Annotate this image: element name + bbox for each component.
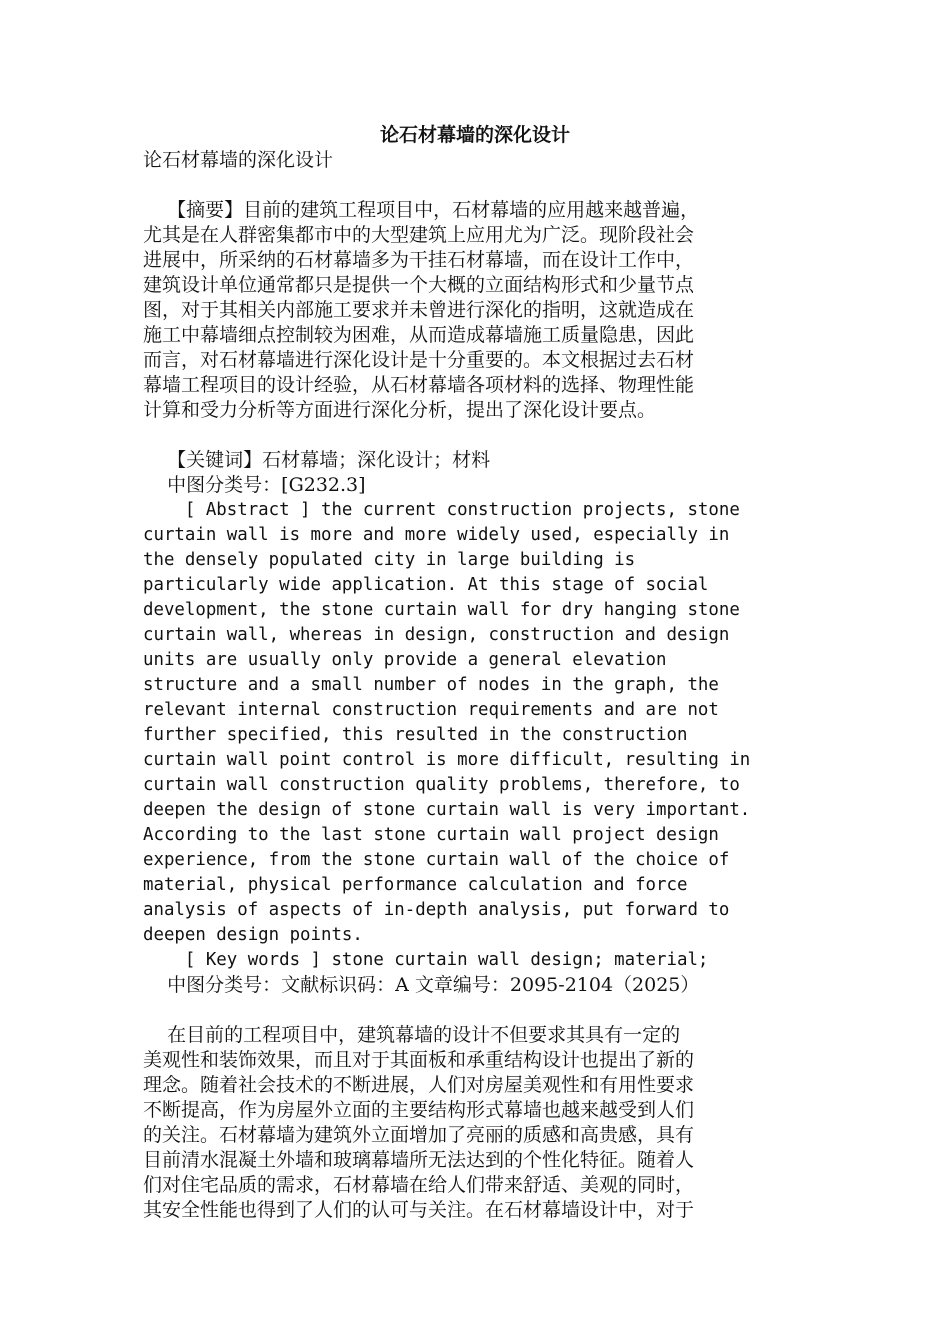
classification-cn: 中图分类号：[G232.3] (143, 474, 366, 496)
abstract-cn-line: 图，对于其相关内部施工要求并未曾进行深化的指明，这就造成在 (143, 299, 695, 321)
body-line: 在目前的工程项目中，建筑幕墙的设计不但要求其具有一定的 (143, 1024, 681, 1046)
abstract-en-line: the densely populated city in large building is (143, 550, 636, 570)
abstract-en-line: curtain wall point control is more difficult, resulting in (143, 750, 751, 770)
abstract-en-line: units are usually only provide a general elevation (143, 650, 667, 670)
keywords-en: [ Key words ] stone curtain wall design; material; (143, 950, 709, 970)
abstract-en-line: material, physical performance calculation and force (143, 875, 688, 895)
document-title: 论石材幕墙的深化设计 (379, 124, 570, 146)
body-line: 们对住宅品质的需求，石材幕墙在给人们带来舒适、美观的同时， (143, 1174, 695, 1196)
abstract-en-line: curtain wall, whereas in design, construction and design (143, 625, 730, 645)
abstract-en-line: development, the stone curtain wall for dry hanging stone (143, 600, 740, 620)
abstract-en-line: [ Abstract ] the current construction projects, stone (143, 500, 740, 520)
abstract-en-line: experience, from the stone curtain wall of the choice of (143, 850, 730, 870)
abstract-en-line: deepen the design of stone curtain wall is very important. (143, 800, 751, 820)
abstract-cn-line: 尤其是在人群密集都市中的大型建筑上应用尤为广泛。现阶段社会 (143, 224, 695, 246)
abstract-en-line: curtain wall is more and more widely used, especially in (143, 525, 730, 545)
abstract-en-line: analysis of aspects of in-depth analysis, put forward to (143, 900, 730, 920)
abstract-cn-line: 计算和受力分析等方面进行深化分析，提出了深化设计要点。 (143, 399, 657, 421)
abstract-cn-line: 【摘要】目前的建筑工程项目中，石材幕墙的应用越来越普遍， (143, 199, 700, 221)
body-line: 目前清水混凝土外墙和玻璃幕墙所无法达到的个性化特征。随着人 (143, 1149, 695, 1171)
document-subtitle: 论石材幕墙的深化设计 (143, 149, 334, 171)
abstract-en-line: According to the last stone curtain wall project design (143, 825, 719, 845)
abstract-cn-line: 施工中幕墙细点控制较为困难，从而造成幕墙施工质量隐患，因此 (143, 324, 695, 346)
body-line: 理念。随着社会技术的不断进展，人们对房屋美观性和有用性要求 (143, 1074, 695, 1096)
abstract-en-line: structure and a small number of nodes in the graph, the (143, 675, 719, 695)
abstract-cn-line: 进展中，所采纳的石材幕墙多为干挂石材幕墙，而在设计工作中， (143, 249, 695, 271)
keywords-cn: 【关键词】石材幕墙；深化设计；材料 (143, 449, 491, 471)
body-line: 美观性和装饰效果，而且对于其面板和承重结构设计也提出了新的 (143, 1049, 695, 1071)
abstract-en-line: deepen design points. (143, 925, 363, 945)
abstract-en-line: further specified, this resulted in the construction (143, 725, 688, 745)
classification-line: 中图分类号：文献标识码：A 文章编号：2095-2104（2025） (143, 974, 700, 996)
body-line: 的关注。石材幕墙为建筑外立面增加了亮丽的质感和高贵感，具有 (143, 1124, 695, 1146)
body-line: 其安全性能也得到了人们的认可与关注。在石材幕墙设计中，对于 (143, 1199, 695, 1221)
abstract-cn-line: 而言，对石材幕墙进行深化设计是十分重要的。本文根据过去石材 (143, 349, 695, 371)
body-line: 不断提高，作为房屋外立面的主要结构形式幕墙也越来越受到人们 (143, 1099, 695, 1121)
abstract-en-line: relevant internal construction requirements and are not (143, 700, 719, 720)
abstract-cn-line: 建筑设计单位通常都只是提供一个大概的立面结构形式和少量节点 (143, 274, 695, 296)
abstract-en-line: curtain wall construction quality problems, therefore, to (143, 775, 740, 795)
abstract-en-line: particularly wide application. At this stage of social (143, 575, 709, 595)
abstract-cn-line: 幕墙工程项目的设计经验，从石材幕墙各项材料的选择、物理性能 (143, 374, 695, 396)
